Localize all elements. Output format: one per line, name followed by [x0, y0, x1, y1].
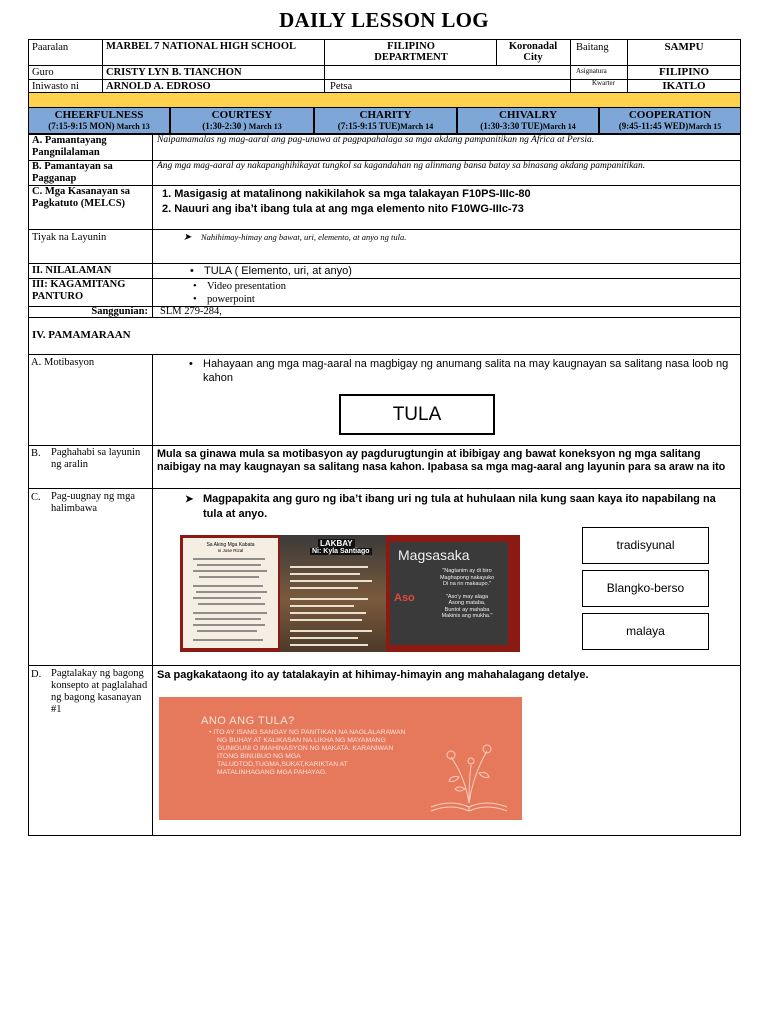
section-date: March 15 [688, 122, 722, 131]
nilalaman-label: II. NILALAMAN [32, 265, 112, 276]
slide-text: • ITO AY ISANG SANGAY NG PANITIKAN NA NAGLALARAWAN NG BUHAY AT KALIKASAN NA LIKHA NG MAYAMANG GUNIGUNI O IMAHINASYON NG MAKATA. KARANIWAN ITONG BINUBUO NG MGA TALUDTOD,TUGMA,SUKAT,KARIKTAN AT MATALINHAGANG MGA PAHAYAG. [209, 729, 406, 776]
yellow-band [28, 93, 741, 107]
tula-box: TULA [339, 394, 495, 435]
sanggunian-label: Sanggunian: [91, 306, 148, 317]
poem-2-title: LAKBAY [320, 539, 353, 548]
poem-3-title: Magsasaka [398, 547, 470, 563]
row-a-text: Naipamamalas ng mag-aaral ang pag-unawa at pagpapahalaga sa mga akdang pampanitikan ng Africa at Persia. [157, 135, 595, 145]
type-box-tradisyunal: tradisyunal [582, 527, 709, 564]
paaralan-label: Paaralan [32, 42, 69, 53]
section-schedule: (7:15-9:15 MON) [48, 121, 115, 131]
section-date: March 13 [248, 122, 282, 131]
melc-2: 2. Nauuri ang iba’t ibang tula at ang mga elemento nito F10WG-IIIc-73 [162, 203, 524, 215]
tiyak-text: ➤ Nahihimay-himay ang bawat, uri, elemento, at anyo ng tula. [201, 231, 406, 244]
poem-2-lines [288, 563, 380, 647]
proc-d-text: Sa pagkakataong ito ay tatalakayin at hihimay-himayin ang mahahalagang detalye. [157, 669, 589, 681]
reviewer-name: ARNOLD A. EDROSO [106, 81, 211, 92]
poem-1-lines [191, 556, 271, 646]
teacher-name: CRISTY LYN B. TIANCHON [106, 67, 242, 78]
proc-d-label: Pagtalakay ng bagong konsepto at paglalahad ng bagong kasanayan #1 [51, 668, 148, 715]
section-date: March 14 [542, 122, 576, 131]
proc-c-letter: C. [31, 492, 41, 503]
proc-a-letter: A. [31, 357, 42, 368]
section-courtesy [170, 107, 314, 134]
department: FILIPINO DEPARTMENT [374, 41, 448, 63]
school-name: MARBEL 7 NATIONAL HIGH SCHOOL [106, 41, 297, 52]
section-chivalry [457, 107, 599, 134]
petsa-label: Petsa [330, 81, 353, 92]
guro-label: Guro [32, 67, 54, 78]
section-name: COOPERATION [628, 109, 712, 121]
section-name: CHARITY [359, 109, 412, 121]
row-a-label: A. Pamantayang Pangnilalaman [32, 135, 107, 158]
kagamitan-item-2: • powerpoint [207, 293, 255, 306]
proc-c-text: ➤ Magpapakita ang guro ng iba’t ibang uri ng tula at huhulaan nila kung saan kaya ito napabilang na tula at anyo. [203, 492, 735, 522]
section-date: March 14 [400, 122, 434, 131]
section-cheerfulness [28, 107, 170, 134]
proc-d-letter: D. [31, 669, 42, 680]
asignatura-label: Asignatura [576, 67, 607, 75]
poem-collage [180, 535, 520, 652]
poem-card-magsasaka [390, 542, 508, 645]
section-schedule: (1:30-2:30 ) [202, 121, 247, 131]
section-name: COURTESY [211, 109, 273, 121]
section-schedule: (7:15-9:15 TUE) [337, 121, 401, 131]
melc-1: 1. Masigasig at matalinong nakikilahok sa mga talakayan F10PS-IIIc-80 [162, 188, 531, 200]
kwarter-label: Kwarter [592, 79, 615, 87]
proc-a-text: • Hahayaan ang mga mag-aaral na magbigay ng anumang salita na may kaugnayan sa salitang nasa loob ng kahon [203, 357, 735, 385]
kagamitan-label: III: KAGAMITANG PANTURO [32, 279, 126, 302]
proc-b-text: Mula sa ginawa mula sa motibasyon ay pagdurugtungin at ibibigay ang bawat koneksyon ng mga salitang naibigay na may kaugnayan sa salitang nasa kahon. Ipabasa sa mga mag-aaral ang layunin para sa araw na ito [157, 448, 726, 473]
city: Koronadal City [508, 41, 558, 63]
baitang-value: SAMPU [664, 41, 704, 53]
section-charity [314, 107, 457, 134]
proc-c-label: Pag-uugnay ng mga halimbawa [51, 491, 135, 514]
page-title: DAILY LESSON LOG [279, 8, 489, 32]
poem-3-word: Aso [394, 592, 415, 604]
poem-card-rizal [183, 538, 278, 648]
slide-body: ITO AY ISANG SANGAY NG PANITIKAN NA NAGLALARAWAN NG BUHAY AT KALIKASAN NA LIKHA NG MAYAMANG GUNIGUNI O IMAHINASYON NG MAKATA. KARANIWAN ITONG BINUBUO NG MGA TALUDTOD,TUGMA,SUKAT,KARIKTAN AT MATALINHAGANG MGA PAHAYAG. [213, 729, 406, 776]
sanggunian-text: SLM 279-284, [160, 306, 222, 317]
poem-2-author: Ni: Kyla Santiago [312, 548, 370, 555]
poem-1-title: Sa Aking Mga Kabata [206, 542, 255, 548]
slide-title: ANO ANG TULA? [201, 715, 295, 727]
row-c-label: C. Mga Kasanayan sa Pagkatuto (MELCS) [32, 186, 131, 209]
baitang-label: Baitang [576, 42, 609, 53]
proc-b-label: Paghahabi sa layunin ng aralin [51, 447, 141, 470]
type-box-blangko-berso: Blangko-berso [582, 570, 709, 607]
kwarter-value: IKATLO [662, 80, 706, 92]
poem-card-lakbay [280, 535, 386, 652]
poem-3-lines: "Nagtanim ay di biro Maghapong nakayuko Di na rin makaupo." "Aso'y may alaga Asong mataba, Buntot ay mahaba Makinis ang mukha." [439, 568, 495, 619]
book-flower-icon [421, 737, 517, 817]
section-name: CHEERFULNESS [54, 109, 144, 121]
section-name: CHIVALRY [498, 109, 558, 121]
proc-b-letter: B. [31, 448, 41, 459]
pamamaraan-label: IV. PAMAMARAAN [32, 329, 131, 341]
row-b-label: B. Pamantayan sa Pagganap [32, 161, 113, 184]
row-b-text: Ang mga mag-aaral ay nakapanghihikayat tungkol sa kagandahan ng alinmang bansa batay sa binasang akdang pampanitikan. [157, 161, 646, 171]
section-schedule: (9:45-11:45 WED) [618, 121, 689, 131]
iniwasto-label: Iniwasto ni [32, 81, 79, 92]
proc-a-label: Motibasyon [44, 357, 95, 368]
tiyak-label: Tiyak na Layunin [32, 232, 107, 243]
nilalaman-text: • TULA ( Elemento, uri, at anyo) [204, 265, 352, 278]
tula-definition-slide [159, 697, 522, 820]
section-date: March 13 [116, 122, 150, 131]
type-box-malaya: malaya [582, 613, 709, 650]
kagamitan-item-1: • Video presentation [207, 280, 286, 293]
section-schedule: (1:30-3:30 TUE) [480, 121, 543, 131]
section-cooperation [599, 107, 741, 134]
poem-1-author: ni Jose Rizal [217, 548, 244, 553]
asignatura-value: FILIPINO [658, 66, 710, 78]
